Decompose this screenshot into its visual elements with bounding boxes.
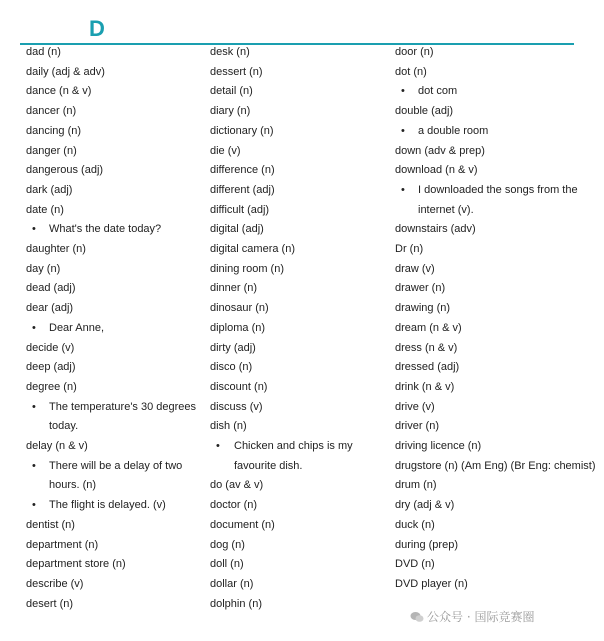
example-sentence — [210, 437, 385, 476]
word-entry: die (v) — [210, 144, 241, 157]
word-entry: dictionary (n) — [210, 124, 274, 137]
word-entry: DVD player (n) — [395, 577, 468, 590]
word-entry: drawing (n) — [395, 302, 451, 315]
word-entry: drive (v) — [395, 400, 435, 413]
example-text: There will be a delay of two hours. (n) — [49, 459, 183, 492]
word-column-3 — [395, 43, 596, 595]
bullet-icon: • — [216, 440, 220, 453]
word-entry: dangerous (adj) — [26, 164, 104, 177]
word-entry: day (n) — [26, 262, 61, 275]
word-entry: department (n) — [26, 538, 99, 551]
word-entry: dressed (adj) — [395, 361, 460, 374]
word-entry: dream (n & v) — [395, 321, 462, 334]
example-text: Dear Anne, — [49, 321, 105, 334]
word-entry: dad (n) — [26, 46, 61, 58]
word-entry: difference (n) — [210, 164, 275, 177]
example-sentence — [26, 398, 201, 437]
example-sentence — [395, 122, 580, 142]
word-entry: dinner (n) — [210, 282, 258, 295]
example-text: The temperature's 30 degrees today. — [49, 400, 197, 433]
word-entry: dancing (n) — [26, 124, 82, 137]
watermark-text: 公众号 · 国际竞赛圈 — [427, 610, 535, 624]
bullet-icon: • — [32, 223, 36, 236]
word-column-1 — [26, 43, 201, 614]
word-entry: doll (n) — [210, 558, 244, 571]
bullet-icon: • — [32, 499, 36, 512]
word-entry: dish (n) — [210, 420, 247, 433]
bullet-icon: • — [401, 85, 405, 98]
word-entry: dear (adj) — [26, 302, 74, 315]
word-entry: dolphin (n) — [210, 597, 262, 610]
word-entry: desk (n) — [210, 46, 250, 58]
word-entry: dog (n) — [210, 538, 245, 551]
word-entry: detail (n) — [210, 85, 253, 98]
word-entry: dark (adj) — [26, 183, 73, 196]
word-entry: driver (n) — [395, 420, 440, 433]
word-entry: DVD (n) — [395, 558, 435, 571]
word-entry: daily (adj & adv) — [26, 65, 105, 78]
word-entry: dirty (adj) — [210, 341, 256, 354]
example-text: dot com — [418, 85, 458, 98]
word-entry: drum (n) — [395, 479, 437, 492]
word-entry: department store (n) — [26, 558, 126, 571]
word-column-2 — [210, 43, 385, 614]
example-sentence — [26, 496, 201, 516]
word-entry: doctor (n) — [210, 499, 258, 512]
example-text: Chicken and chips is my favourite dish. — [234, 440, 353, 472]
word-entry: digital (adj) — [210, 223, 264, 236]
word-entry: degree (n) — [26, 380, 77, 393]
example-text: a double room — [418, 124, 489, 137]
word-entry: dead (adj) — [26, 282, 76, 295]
wechat-icon — [410, 611, 424, 623]
word-entry: describe (v) — [26, 577, 84, 590]
word-entry: draw (v) — [395, 262, 435, 275]
word-entry: deep (adj) — [26, 361, 76, 374]
example-sentence — [26, 457, 201, 496]
word-entry: difficult (adj) — [210, 203, 270, 216]
watermark — [410, 608, 534, 625]
word-entry: download (n & v) — [395, 164, 478, 177]
word-entry: dentist (n) — [26, 518, 75, 531]
word-entry: disco (n) — [210, 361, 253, 374]
bullet-icon: • — [401, 183, 405, 196]
word-entry: driving licence (n) — [395, 440, 482, 453]
word-entry: desert (n) — [26, 597, 74, 610]
example-text: The flight is delayed. (v) — [49, 499, 166, 512]
word-entry: down (adv & prep) — [395, 144, 485, 157]
word-entry: danger (n) — [26, 144, 77, 157]
example-sentence — [395, 82, 580, 102]
word-entry: digital camera (n) — [210, 243, 295, 256]
word-entry: drink (n & v) — [395, 380, 455, 393]
word-entry: downstairs (adv) — [395, 223, 476, 236]
word-entry: dance (n & v) — [26, 85, 92, 98]
word-entry: dry (adj & v) — [395, 499, 455, 512]
word-entry: diary (n) — [210, 105, 251, 118]
word-entry: dollar (n) — [210, 577, 254, 590]
word-entry: drugstore (n) (Am Eng) (Br Eng: chemist) — [395, 459, 596, 472]
example-sentence — [26, 220, 201, 240]
example-text: I downloaded the songs from the internet (v). — [418, 183, 578, 216]
bullet-icon: • — [32, 400, 36, 413]
word-entry: Dr (n) — [395, 243, 424, 256]
word-entry: duck (n) — [395, 518, 435, 531]
word-entry: drawer (n) — [395, 282, 446, 295]
bullet-icon: • — [32, 321, 36, 334]
word-entry: daughter (n) — [26, 243, 86, 256]
example-sentence — [395, 181, 580, 220]
word-entry: date (n) — [26, 203, 64, 216]
word-entry: decide (v) — [26, 341, 75, 354]
word-entry: during (prep) — [395, 538, 458, 551]
word-entry: double (adj) — [395, 105, 454, 118]
word-entry: door (n) — [395, 46, 434, 58]
word-entry: discuss (v) — [210, 400, 263, 413]
word-entry: dancer (n) — [26, 105, 77, 118]
word-entry: dining room (n) — [210, 262, 284, 275]
word-entry: document (n) — [210, 518, 275, 531]
word-entry: dessert (n) — [210, 65, 263, 78]
example-sentence — [26, 319, 201, 339]
section-letter: D — [89, 16, 105, 41]
word-entry: diploma (n) — [210, 321, 266, 334]
word-entry: do (av & v) — [210, 479, 264, 492]
word-entry: dot (n) — [395, 65, 427, 78]
word-entry: dinosaur (n) — [210, 302, 269, 315]
word-entry: discount (n) — [210, 380, 268, 393]
word-entry: dress (n & v) — [395, 341, 458, 354]
bullet-icon: • — [401, 124, 405, 137]
word-entry: delay (n & v) — [26, 440, 88, 453]
example-text: What's the date today? — [49, 223, 162, 236]
bullet-icon: • — [32, 459, 36, 472]
word-entry: different (adj) — [210, 183, 275, 196]
